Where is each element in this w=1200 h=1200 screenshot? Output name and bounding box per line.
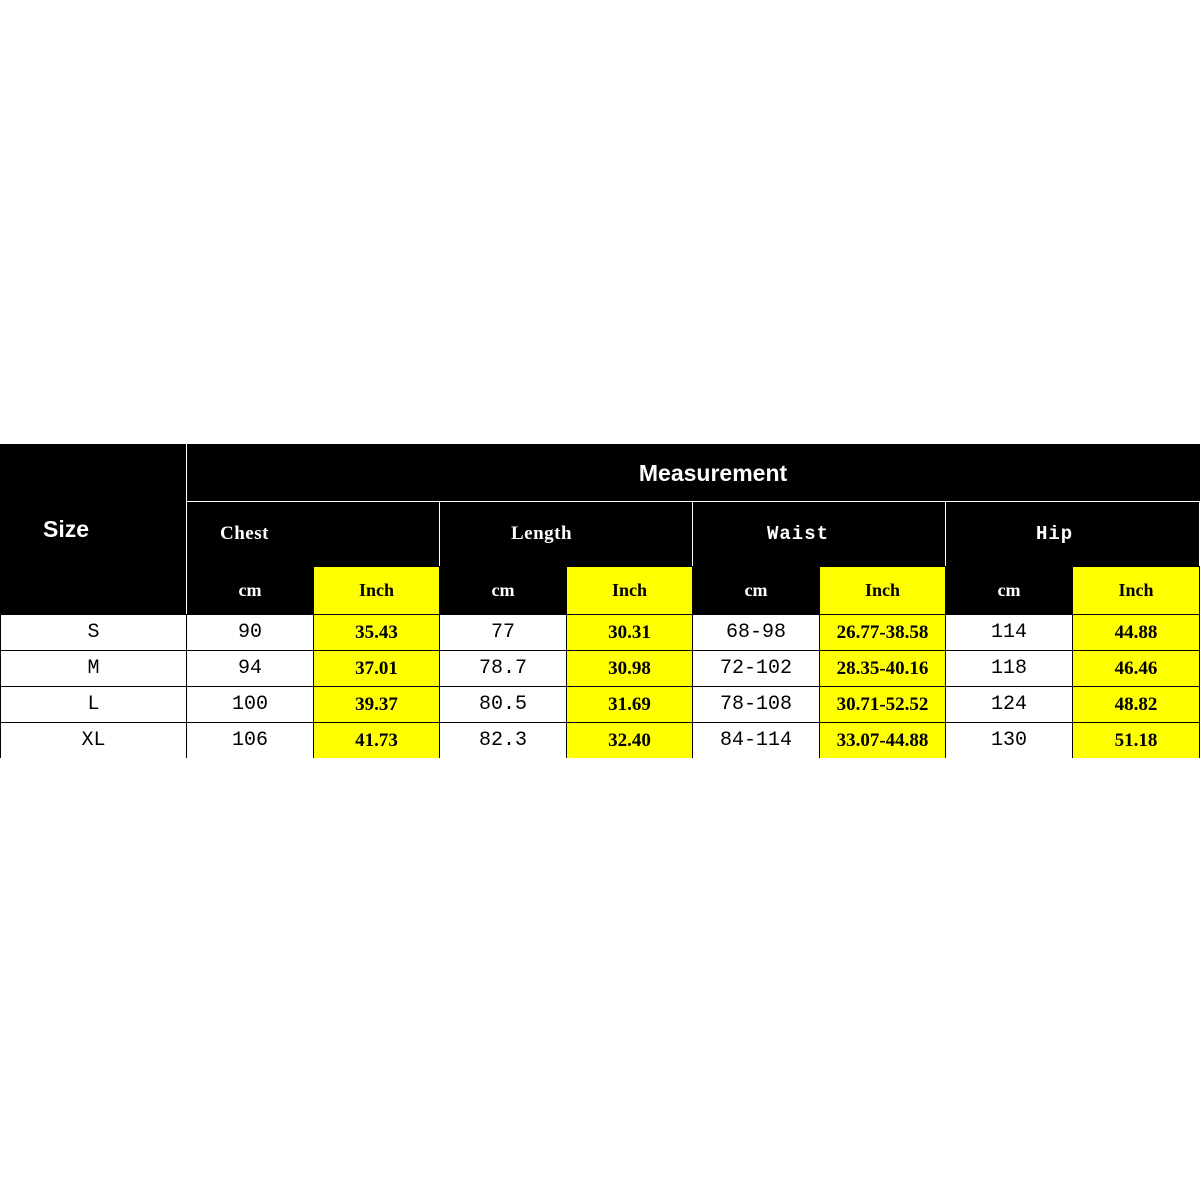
size-cell: XL xyxy=(1,723,187,759)
waist-inch-cell: 26.77-38.58 xyxy=(820,615,946,651)
chest-header-label: Chest xyxy=(220,523,269,544)
hip-cm-cell: 114 xyxy=(946,615,1073,651)
length-inch-cell: 32.40 xyxy=(567,723,693,759)
chest-inch-cell: 35.43 xyxy=(314,615,440,651)
measurement-header-row xyxy=(1,445,1200,502)
size-cell: M xyxy=(1,651,187,687)
table-row xyxy=(1,651,1200,687)
waist-cm-cell: 78-108 xyxy=(693,687,820,723)
length-cm-cell: 78.7 xyxy=(440,651,567,687)
waist-cm-header: cm xyxy=(693,567,820,615)
hip-cm-cell: 124 xyxy=(946,687,1073,723)
hip-cm-cell: 118 xyxy=(946,651,1073,687)
waist-cm-cell: 68-98 xyxy=(693,615,820,651)
chest-header xyxy=(187,502,440,567)
hip-inch-cell: 44.88 xyxy=(1073,615,1200,651)
table-row xyxy=(1,723,1200,759)
chest-cm-cell: 106 xyxy=(187,723,314,759)
hip-inch-header: Inch xyxy=(1073,567,1200,615)
waist-cm-cell: 84-114 xyxy=(693,723,820,759)
length-header xyxy=(440,502,693,567)
length-inch-cell: 31.69 xyxy=(567,687,693,723)
waist-inch-cell: 33.07-44.88 xyxy=(820,723,946,759)
waist-header-label: Waist xyxy=(767,523,830,545)
waist-inch-cell: 30.71-52.52 xyxy=(820,687,946,723)
size-cell: S xyxy=(1,615,187,651)
waist-inch-header: Inch xyxy=(820,567,946,615)
length-cm-cell: 77 xyxy=(440,615,567,651)
length-header-label: Length xyxy=(511,523,573,544)
hip-cm-header: cm xyxy=(946,567,1073,615)
hip-header xyxy=(946,502,1200,567)
waist-cm-cell: 72-102 xyxy=(693,651,820,687)
chest-inch-cell: 37.01 xyxy=(314,651,440,687)
length-inch-cell: 30.31 xyxy=(567,615,693,651)
length-cm-cell: 80.5 xyxy=(440,687,567,723)
length-inch-header: Inch xyxy=(567,567,693,615)
length-inch-cell: 30.98 xyxy=(567,651,693,687)
length-cm-cell: 82.3 xyxy=(440,723,567,759)
length-cm-header: cm xyxy=(440,567,567,615)
size-header: Size xyxy=(1,445,187,615)
table-row xyxy=(1,687,1200,723)
hip-header-label: Hip xyxy=(1036,523,1074,545)
hip-inch-cell: 46.46 xyxy=(1073,651,1200,687)
size-chart-table xyxy=(0,444,1200,758)
chest-cm-cell: 100 xyxy=(187,687,314,723)
chest-inch-header: Inch xyxy=(314,567,440,615)
waist-header xyxy=(693,502,946,567)
chest-inch-cell: 39.37 xyxy=(314,687,440,723)
hip-inch-cell: 51.18 xyxy=(1073,723,1200,759)
waist-inch-cell: 28.35-40.16 xyxy=(820,651,946,687)
chest-cm-cell: 94 xyxy=(187,651,314,687)
hip-inch-cell: 48.82 xyxy=(1073,687,1200,723)
chest-inch-cell: 41.73 xyxy=(314,723,440,759)
table-row xyxy=(1,615,1200,651)
size-cell: L xyxy=(1,687,187,723)
measurement-header: Measurement xyxy=(187,445,1200,502)
chest-cm-cell: 90 xyxy=(187,615,314,651)
chest-cm-header: cm xyxy=(187,567,314,615)
hip-cm-cell: 130 xyxy=(946,723,1073,759)
